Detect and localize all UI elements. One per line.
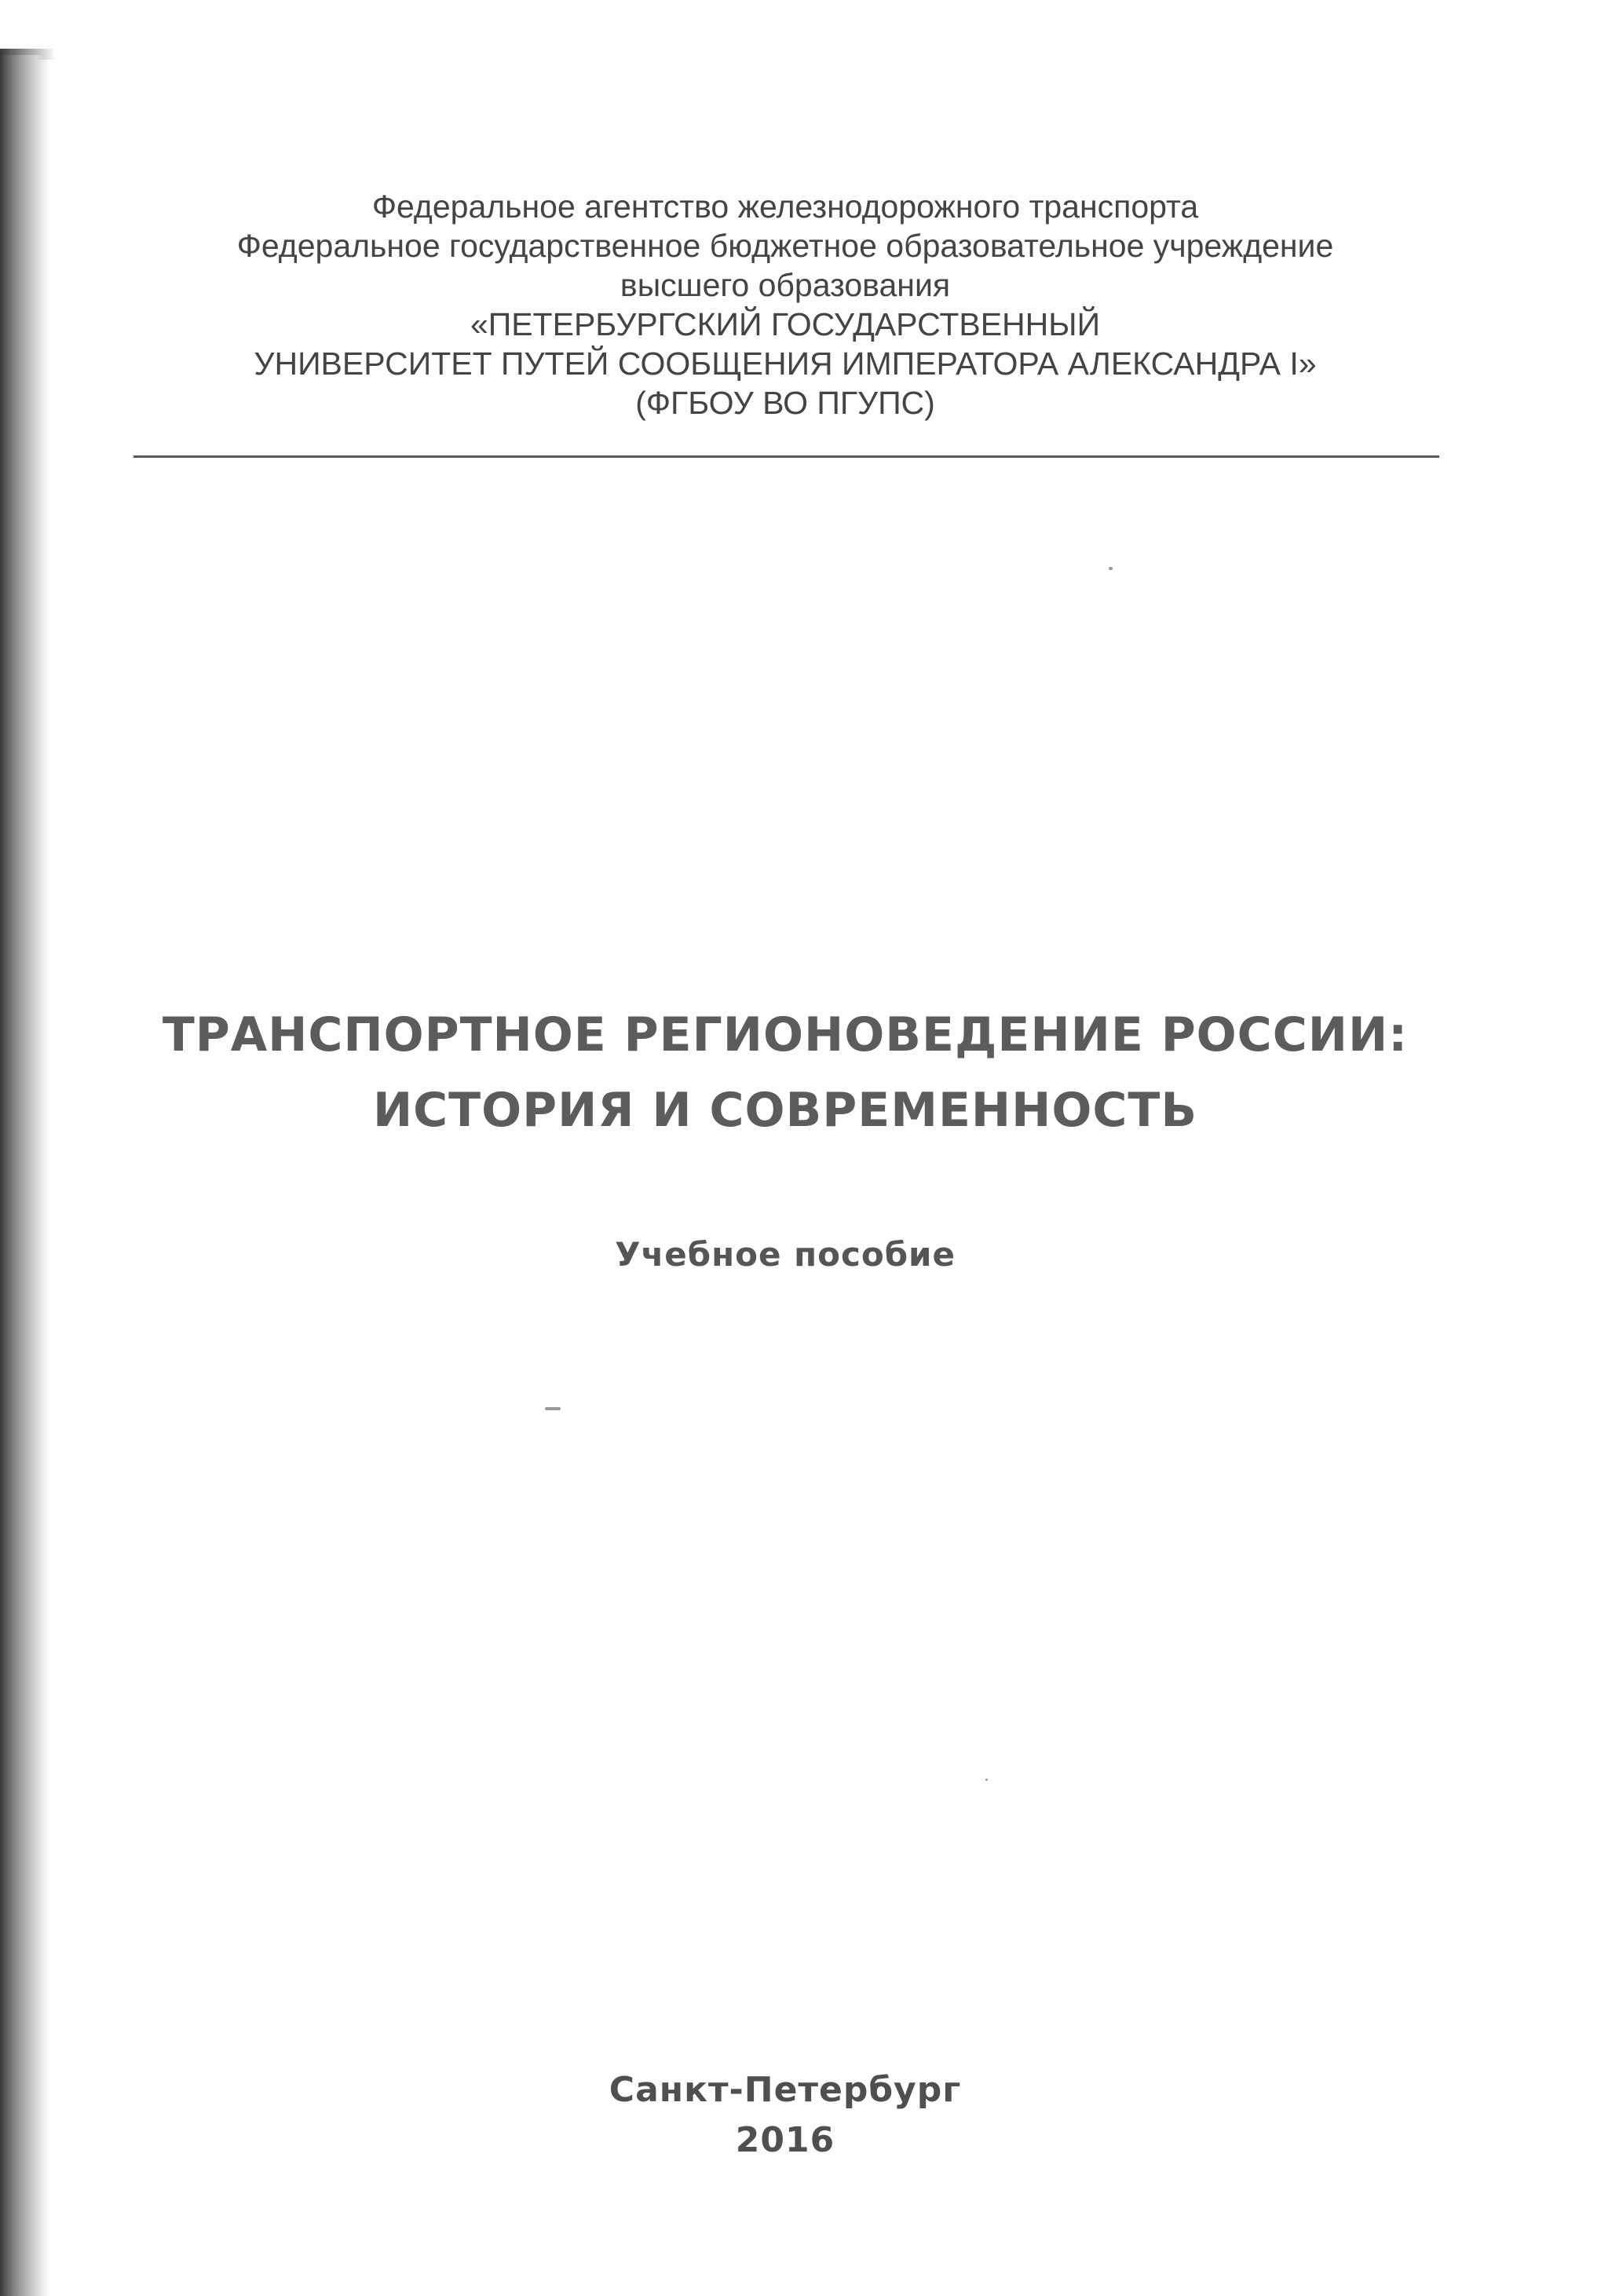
imprint-year: 2016 — [735, 2120, 835, 2160]
book-title-line-1: ТРАНСПОРТНОЕ РЕГИОНОВЕДЕНИЕ РОССИИ: — [162, 1007, 1409, 1062]
header-line-university-name-2: УНИВЕРСИТЕТ ПУТЕЙ СООБЩЕНИЯ ИМПЕРАТОРА АЛЕКСАНДРА I» — [254, 345, 1317, 382]
imprint — [133, 2065, 1437, 2166]
scan-speck — [545, 1407, 561, 1410]
institution-header — [133, 187, 1437, 422]
header-line-agency: Федеральное агентство железнодорожного транспорта — [371, 188, 1199, 225]
header-line-university-name-1: «ПЕТЕРБУРГСКИЙ ГОСУДАРСТВЕННЫЙ — [470, 306, 1101, 342]
book-title — [133, 997, 1437, 1148]
scan-speck — [1109, 567, 1113, 570]
header-line-education-level: высшего образования — [620, 267, 951, 303]
header-line-abbreviation: (ФГБОУ ВО ПГУПС) — [635, 385, 935, 421]
imprint-city: Санкт-Петербург — [609, 2070, 962, 2110]
header-divider — [133, 455, 1439, 458]
header-line-institution-type: Федеральное государственное бюджетное образовательное учреждение — [236, 228, 1334, 264]
book-type: Учебное пособие — [615, 1235, 956, 1274]
scan-speck — [985, 1779, 988, 1781]
scan-shadow-left — [0, 55, 49, 2296]
book-title-line-2: ИСТОРИЯ И СОВРЕМЕННОСТЬ — [372, 1083, 1198, 1138]
